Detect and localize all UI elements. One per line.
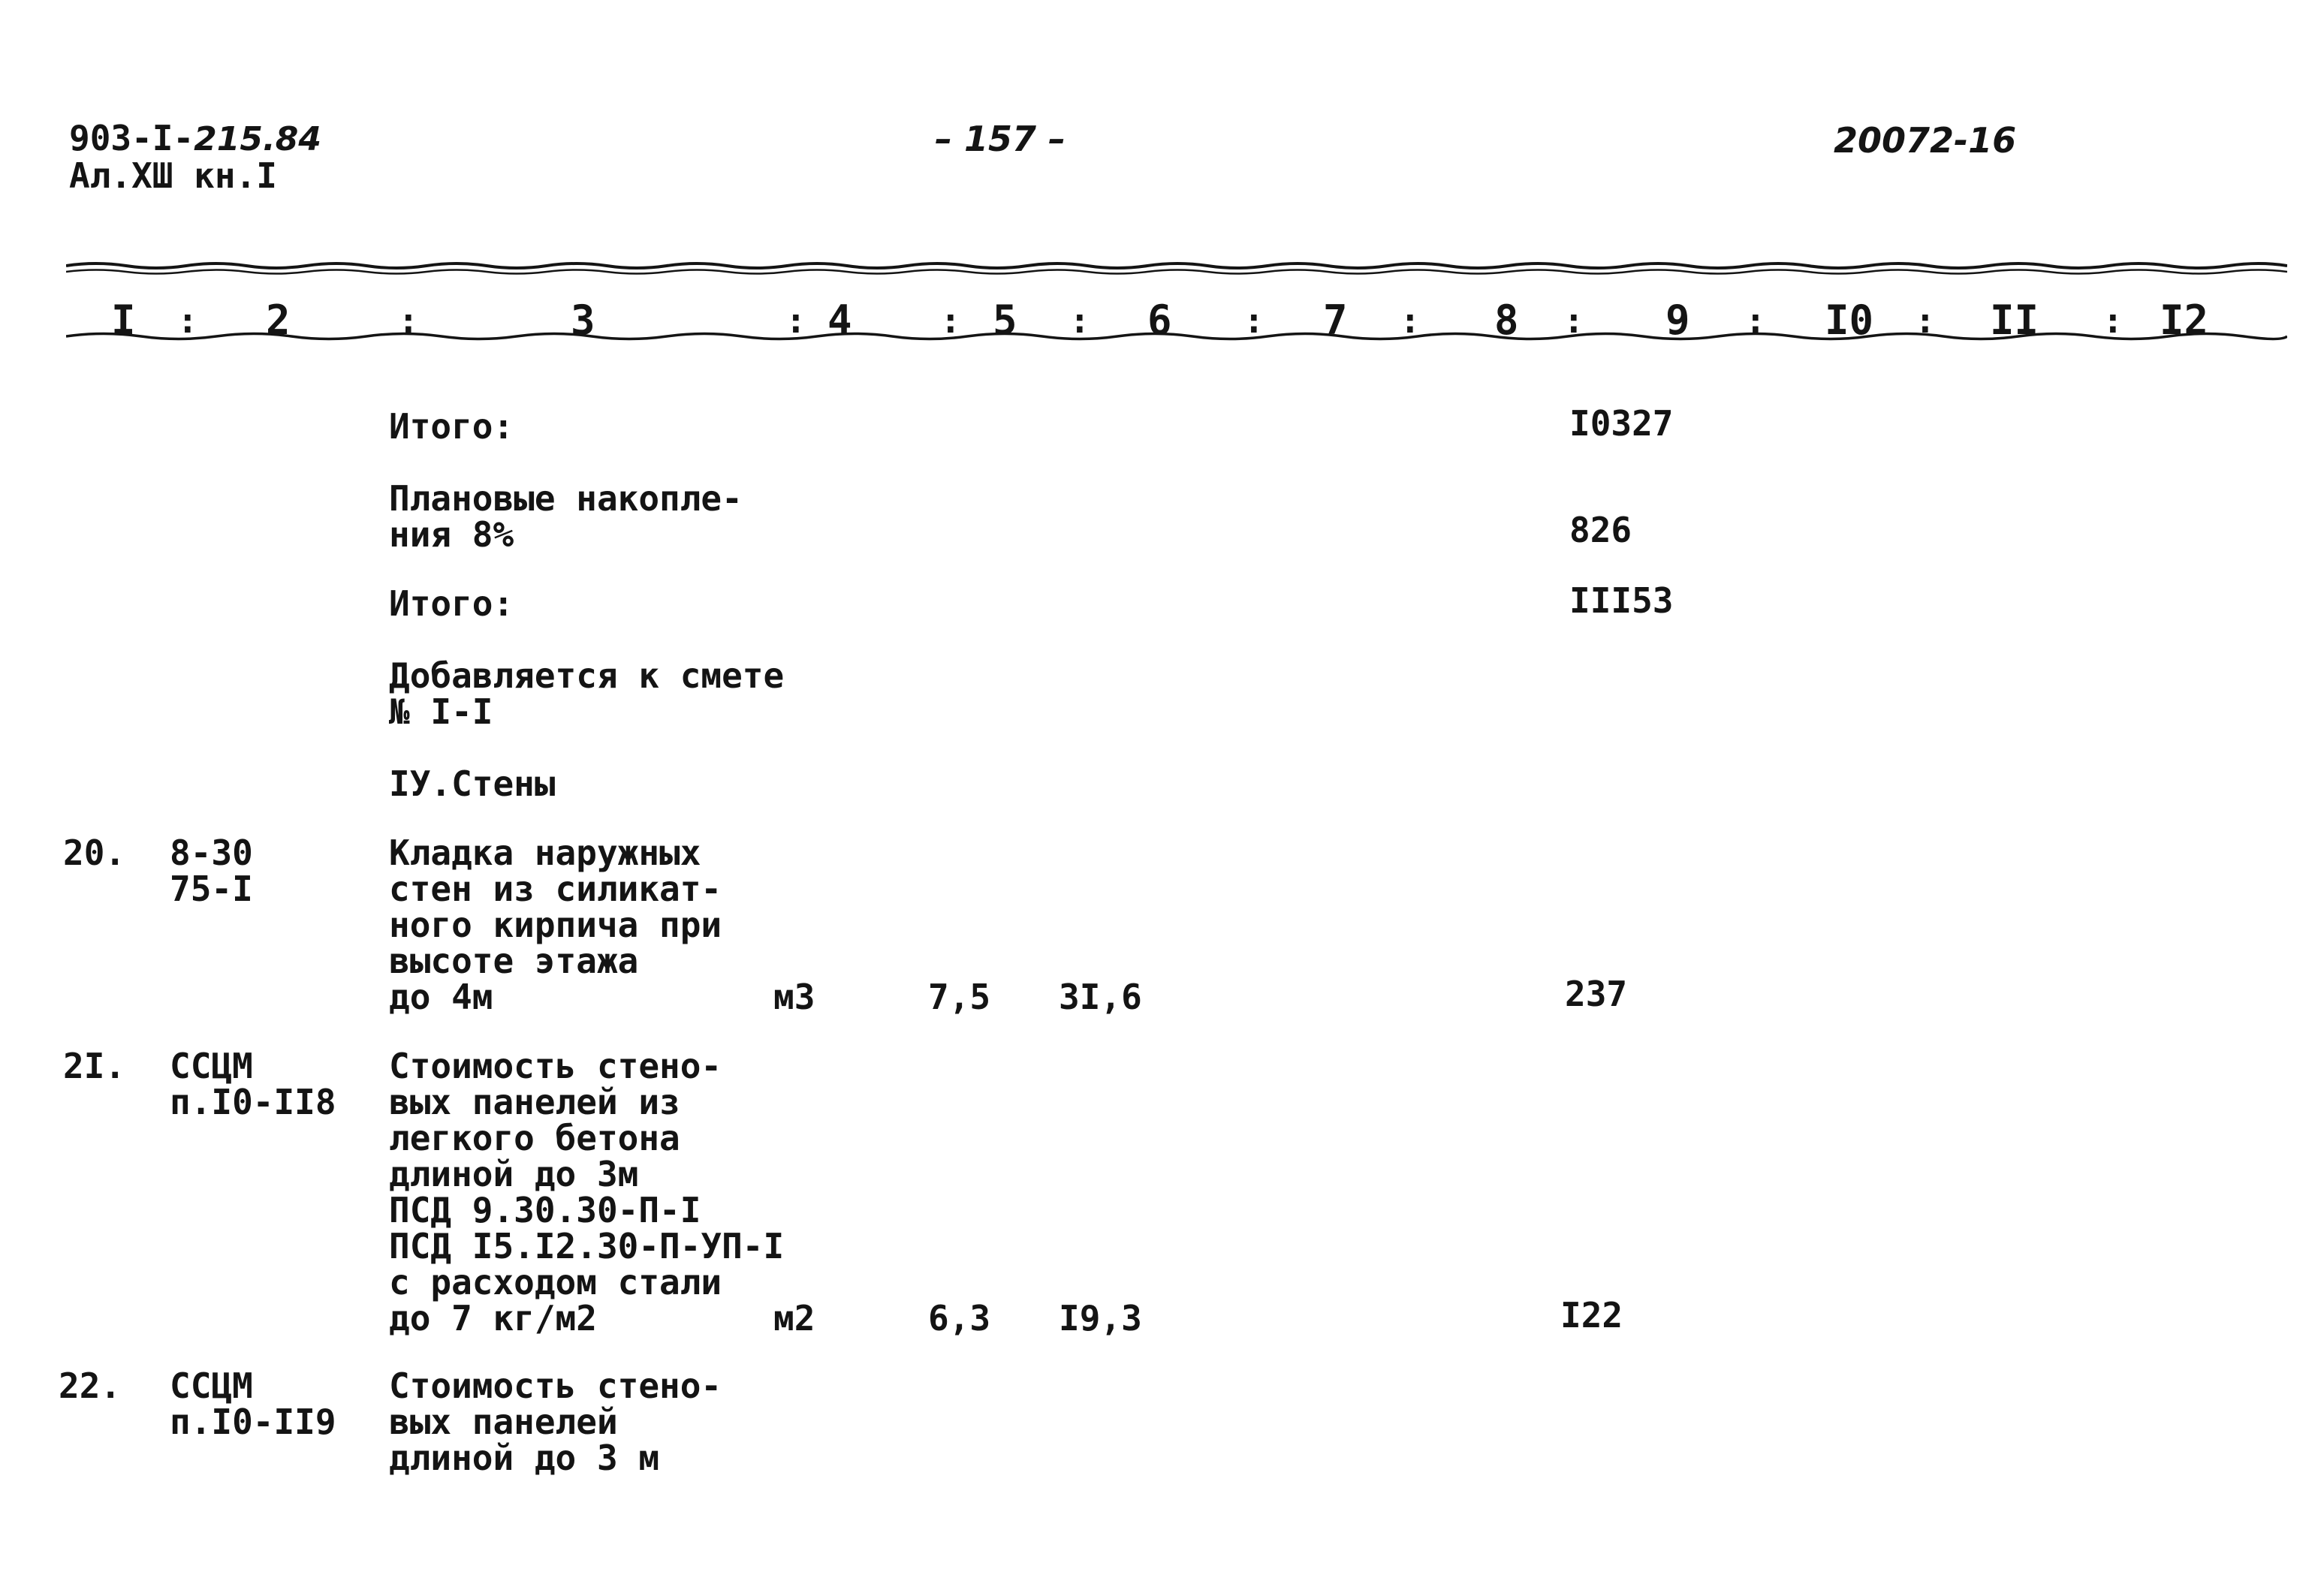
- summary-row-description: Итого:: [389, 583, 514, 624]
- row-code: ССЦМ п.I0-II8: [170, 1046, 336, 1122]
- column-separator: :: [398, 300, 419, 341]
- page-number: – 157 –: [935, 119, 1066, 159]
- row-description: Стоимость стено- вых панелей из легкого бетона длиной до 3м ПСД 9.30.30-П-I ПСД I5.I2.30-П-УП-I с расходом стали до 7 кг/м2: [389, 1046, 785, 1339]
- row-unit-price: I9,3: [1059, 1298, 1142, 1339]
- row-description: Кладка наружных стен из силикат- ного кирпича при высоте этажа до 4м: [389, 833, 722, 1017]
- column-separator: :: [785, 300, 806, 341]
- column-separator: :: [1243, 300, 1264, 341]
- column-header-3: 3: [571, 297, 595, 344]
- column-header-10: I0: [1825, 297, 1874, 344]
- row-quantity: 6,3: [928, 1298, 991, 1339]
- column-separator: :: [1563, 300, 1584, 341]
- column-header-12: I2: [2160, 297, 2209, 344]
- column-separator: :: [2102, 300, 2124, 341]
- column-header-6: 6: [1147, 297, 1172, 344]
- column-separator: :: [1400, 300, 1421, 341]
- row-unit: м3: [773, 977, 815, 1017]
- row-total: 237: [1565, 974, 1628, 1014]
- column-header-8: 8: [1494, 297, 1519, 344]
- top-double-rule: [66, 258, 2287, 276]
- column-header-9: 9: [1665, 297, 1690, 344]
- summary-row-total: I0327: [1569, 403, 1674, 444]
- row-code: 8-30 75-I: [170, 833, 253, 909]
- row-quantity: 7,5: [928, 977, 991, 1017]
- album-book-line: Ал.ХШ кн.I: [69, 155, 277, 196]
- row-number: 2I.: [63, 1046, 126, 1086]
- summary-row-description: Плановые накопле- ния 8%: [389, 478, 743, 555]
- header-bottom-rule: [66, 329, 2287, 344]
- column-header-7: 7: [1323, 297, 1348, 344]
- column-header-5: 5: [993, 297, 1017, 344]
- document-code: [69, 120, 321, 158]
- column-separator: :: [1915, 300, 1936, 341]
- row-code: ССЦМ п.I0-II9: [170, 1366, 336, 1442]
- column-separator: :: [177, 300, 198, 341]
- row-number: 20.: [63, 833, 126, 873]
- column-separator: :: [1745, 300, 1766, 341]
- row-unit-price: 3I,6: [1059, 977, 1142, 1017]
- row-unit: м2: [773, 1298, 815, 1339]
- row-total: I22: [1560, 1295, 1623, 1336]
- column-header-11: II: [1990, 297, 2039, 344]
- column-separator: :: [940, 300, 961, 341]
- summary-row-description: Добавляется к смете № I-I: [389, 655, 785, 732]
- column-header-1: I: [111, 297, 136, 344]
- summary-row-total: 826: [1569, 510, 1632, 550]
- column-separator: :: [1069, 300, 1090, 341]
- summary-row-description: Итого:: [389, 406, 514, 447]
- column-header-2: 2: [266, 297, 291, 344]
- document-code-printed: 903-I-: [69, 118, 194, 158]
- document-code-handwritten: 215.84: [194, 120, 321, 158]
- row-number: 22.: [59, 1366, 122, 1406]
- row-description: Стоимость стено- вых панелей длиной до 3 м: [389, 1366, 722, 1478]
- summary-row-total: III53: [1569, 580, 1674, 621]
- section-title: IУ.Стены: [389, 763, 556, 804]
- sheet-code: 20072-16: [1834, 120, 2017, 161]
- column-header-4: 4: [827, 297, 852, 344]
